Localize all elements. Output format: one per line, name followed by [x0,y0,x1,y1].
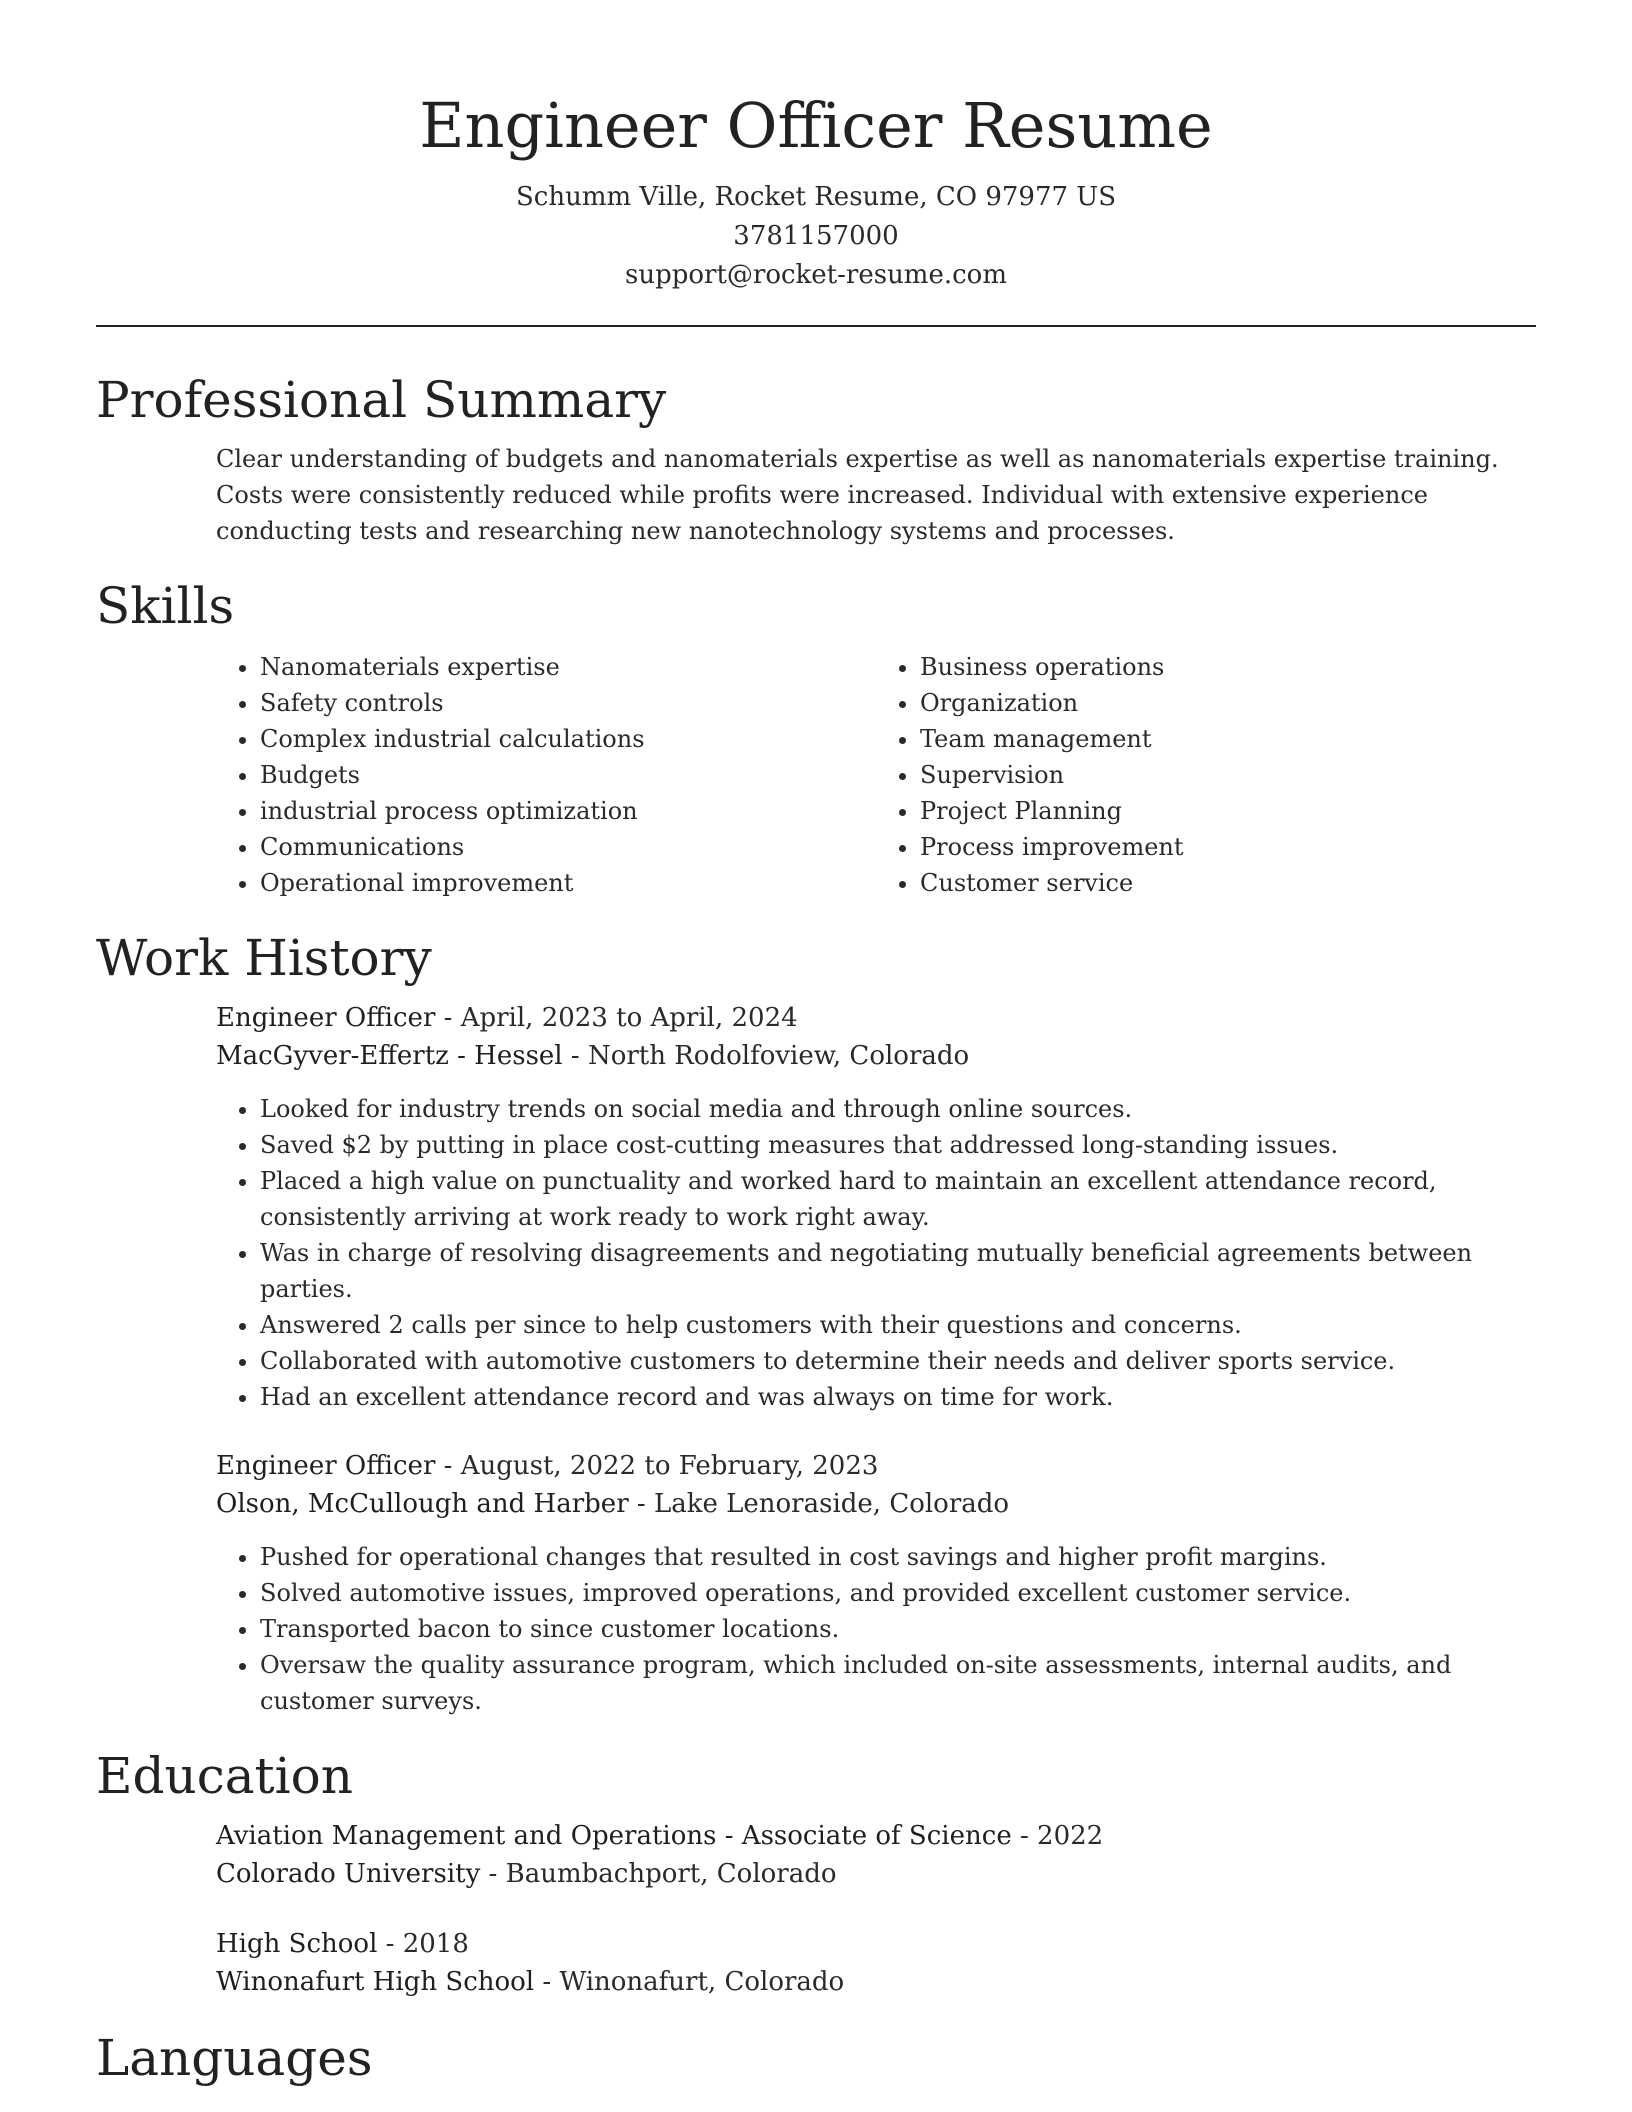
education-school: Winonafurt High School [216,1967,535,1997]
contact-block [96,178,1536,295]
job-bullet: • Oversaw the quality assurance program, which included on-site assessments, internal audits, and customer surveys. [260,1647,1536,1719]
skills-columns [216,649,1536,901]
skill-item: • Business operations [920,649,1536,685]
education-entry [216,1925,1536,2001]
skills-heading: Skills [96,577,235,635]
work-heading: Work History [96,929,432,987]
skill-item: • Project Planning [920,793,1536,829]
job-bullet: • Was in charge of resolving disagreements and negotiating mutually beneficial agreements between parties. [260,1235,1536,1307]
education-location-sep: - [542,1967,560,1997]
resume-page [96,0,1536,2089]
skill-item: • Communications [260,829,876,865]
skill-item: • Supervision [920,757,1536,793]
job-entry [216,1447,1536,1719]
education-school-line [216,1855,1536,1893]
job-dates: April, 2023 to April, 2024 [460,1003,798,1033]
job-bullet: • Transported bacon to since customer locations. [260,1611,1536,1647]
skill-item: • industrial process optimization [260,793,876,829]
education-year-sep: - [1019,1821,1038,1851]
education-degree-line [216,1925,1536,1963]
work-section [96,927,1536,1719]
education-school-line [216,1963,1536,2001]
job-dates-sep: - [443,1451,461,1481]
education-location: Winonafurt, Colorado [559,1967,845,1997]
job-company: MacGyver-Effertz - Hessel [216,1041,563,1071]
education-degree: High School [216,1929,378,1959]
education-year: 2018 [402,1929,469,1959]
education-section [96,1745,1536,2001]
job-company: Olson, McCullough and Harber [216,1489,629,1519]
summary-section [96,369,1536,549]
education-location: Baumbachport, Colorado [505,1859,837,1889]
languages-section [96,2027,1536,2089]
job-company-line [216,1485,1536,1523]
skill-item: • Safety controls [260,685,876,721]
job-company-line [216,1037,1536,1075]
education-degree-line [216,1817,1536,1855]
education-heading: Education [96,1747,353,1805]
education-entry [216,1817,1536,1893]
contact-phone: 3781157000 [733,221,899,251]
languages-heading: Languages [96,2029,373,2087]
skill-item: • Operational improvement [260,865,876,901]
skill-item: • Team management [920,721,1536,757]
job-bullet: • Had an excellent attendance record and was always on time for work. [260,1379,1536,1415]
summary-heading: Professional Summary [96,371,667,429]
job-bullet: • Answered 2 calls per since to help customers with their questions and concerns. [260,1307,1536,1343]
education-year-sep: - [385,1929,403,1959]
job-dates-sep: - [443,1003,461,1033]
education-school: Colorado University [216,1859,481,1889]
job-location-sep: - [636,1489,654,1519]
job-bullet: • Solved automotive issues, improved operations, and provided excellent customer service. [260,1575,1536,1611]
job-title: Engineer Officer [216,1003,436,1033]
skill-item: • Process improvement [920,829,1536,865]
job-dates: August, 2022 to February, 2023 [460,1451,879,1481]
job-bullets [216,1539,1536,1719]
job-bullets [216,1091,1536,1415]
job-bullet: • Looked for industry trends on social media and through online sources. [260,1091,1536,1127]
job-location-sep: - [570,1041,588,1071]
skill-item: • Customer service [920,865,1536,901]
skills-section [96,575,1536,901]
job-title-line [216,999,1536,1037]
skill-item: • Organization [920,685,1536,721]
skills-list-left [216,649,876,901]
contact-email: support@rocket-resume.com [624,260,1007,290]
job-entry [216,999,1536,1415]
job-bullet: • Pushed for operational changes that resulted in cost savings and higher profit margins. [260,1539,1536,1575]
education-year: 2022 [1037,1821,1104,1851]
job-location: Lake Lenoraside, Colorado [653,1489,1010,1519]
job-title: Engineer Officer [216,1451,436,1481]
resume-header [96,0,1536,295]
job-title-line [216,1447,1536,1485]
summary-text: Clear understanding of budgets and nanomaterials expertise as well as nanomaterials expertise training. Costs were consistently reduced while profits were increased. Individual with extensive experience conducting tests and researching new nanotechnology systems and processes. [216,445,1499,545]
job-bullet: • Saved $2 by putting in place cost-cutting measures that addressed long-standing issues. [260,1127,1536,1163]
contact-address: Schumm Ville, Rocket Resume, CO 97977 US [515,182,1117,212]
job-location: North Rodolfoview, Colorado [587,1041,970,1071]
skill-item: • Complex industrial calculations [260,721,876,757]
education-location-sep: - [488,1859,506,1889]
education-degree: Aviation Management and Operations - Associate of Science [216,1821,1012,1851]
job-bullet: • Collaborated with automotive customers to determine their needs and deliver sports service. [260,1343,1536,1379]
skills-list-right [876,649,1536,901]
job-bullet: • Placed a high value on punctuality and worked hard to maintain an excellent attendance record, consistently arriving at work ready to work right away. [260,1163,1536,1235]
resume-title: Engineer Officer Resume [419,89,1213,162]
skill-item: • Budgets [260,757,876,793]
skill-item: • Nanomaterials expertise [260,649,876,685]
header-divider [96,325,1536,327]
